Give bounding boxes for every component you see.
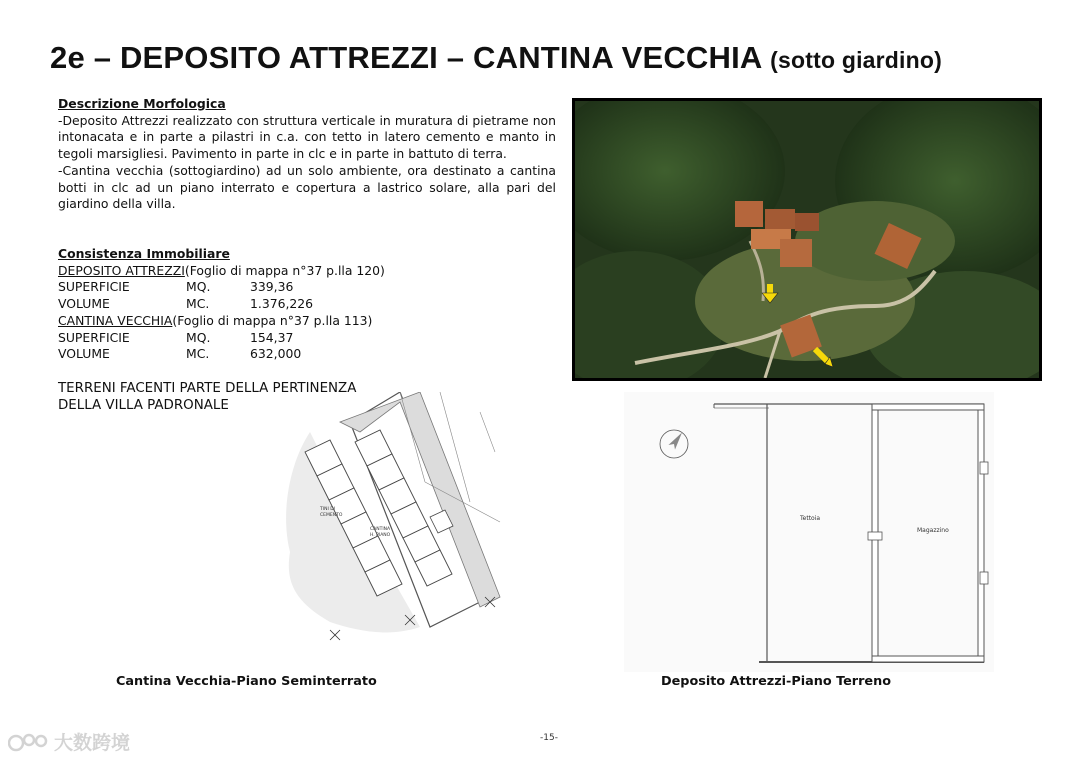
watermark	[8, 728, 130, 755]
cantina-volume-row	[58, 346, 558, 363]
watermark-text: 大数跨境	[54, 732, 131, 754]
description-section	[58, 96, 556, 213]
title-main: 2e – DEPOSITO ATTREZZI – CANTINA VECCHIA	[50, 40, 762, 75]
watermark-logo-icon	[8, 731, 50, 753]
volume-label: VOLUME	[58, 346, 110, 362]
deposito-floor-plan	[624, 392, 994, 672]
room-label-cantina-line2: H. PIANO	[370, 533, 391, 538]
description-paragraph-cantina: -Cantina vecchia (sottogiardino) ad un solo ambiente, ora destinato a cantina botti in clc ad un piano interrato e copertura a lastrico solare, alla pari del giardino della villa.	[58, 162, 556, 212]
deposito-ref: (Foglio di mappa n°37 p.lla 120)	[184, 262, 385, 278]
room-label-tini-line2: CEMENTO	[320, 513, 343, 518]
deposito-superficie-row	[58, 279, 558, 296]
consistenza-section	[58, 246, 558, 363]
aerial-photo-graphic	[575, 101, 1039, 378]
deposito-title-row	[58, 263, 558, 280]
room-label-tini-line1: TINI DI	[320, 507, 335, 512]
volume-unit: MC.	[186, 296, 210, 312]
room-label-tettoia: Tettoia	[800, 515, 821, 522]
volume-unit: MC.	[186, 346, 210, 362]
terreni-note: TERRENI FACENTI PARTE DELLA PERTINENZA DELLA VILLA PADRONALE	[58, 381, 357, 413]
description-paragraph-deposito: -Deposito Attrezzi realizzato con struttura verticale in muratura di pietrame non intonacata e in parte a pilastri in c.a. con tetto in latero cemento e manto in tegoli marsigliesi. Pavimento in parte in clc e in parte in battuto di terra.	[58, 112, 556, 162]
room-label-magazzino: Magazzino	[917, 527, 949, 534]
page-number: -15-	[540, 733, 558, 743]
description-heading: Descrizione Morfologica	[58, 96, 226, 111]
room-label-cantina-line1: CANTINA	[370, 527, 391, 532]
aerial-photo	[572, 98, 1042, 381]
page-title	[50, 40, 942, 76]
superficie-unit: MQ.	[186, 279, 211, 295]
superficie-value: 339,36	[250, 279, 294, 295]
superficie-unit: MQ.	[186, 329, 211, 345]
cantina-ref: (Foglio di mappa n°37 p.lla 113)	[172, 312, 373, 328]
cantina-plan-caption: Cantina Vecchia-Piano Seminterrato	[116, 674, 377, 689]
title-sub: (sotto giardino)	[770, 47, 942, 73]
superficie-value: 154,37	[250, 329, 294, 345]
superficie-label: SUPERFICIE	[58, 279, 130, 295]
deposito-volume-row	[58, 296, 558, 313]
superficie-label: SUPERFICIE	[58, 329, 130, 345]
cantina-superficie-row	[58, 330, 558, 347]
cantina-title-row	[58, 313, 558, 330]
volume-label: VOLUME	[58, 296, 110, 312]
deposito-plan-caption: Deposito Attrezzi-Piano Terreno	[661, 674, 892, 689]
cantina-name: CANTINA VECCHIA	[58, 312, 173, 328]
volume-value: 1.376,226	[250, 296, 314, 312]
deposito-name: DEPOSITO ATTREZZI	[58, 262, 185, 278]
deposito-plan-drawing	[624, 392, 994, 672]
cantina-floor-plan	[250, 392, 512, 662]
consistenza-heading: Consistenza Immobiliare	[58, 246, 230, 261]
cantina-plan-drawing	[250, 392, 512, 662]
volume-value: 632,000	[250, 346, 302, 362]
